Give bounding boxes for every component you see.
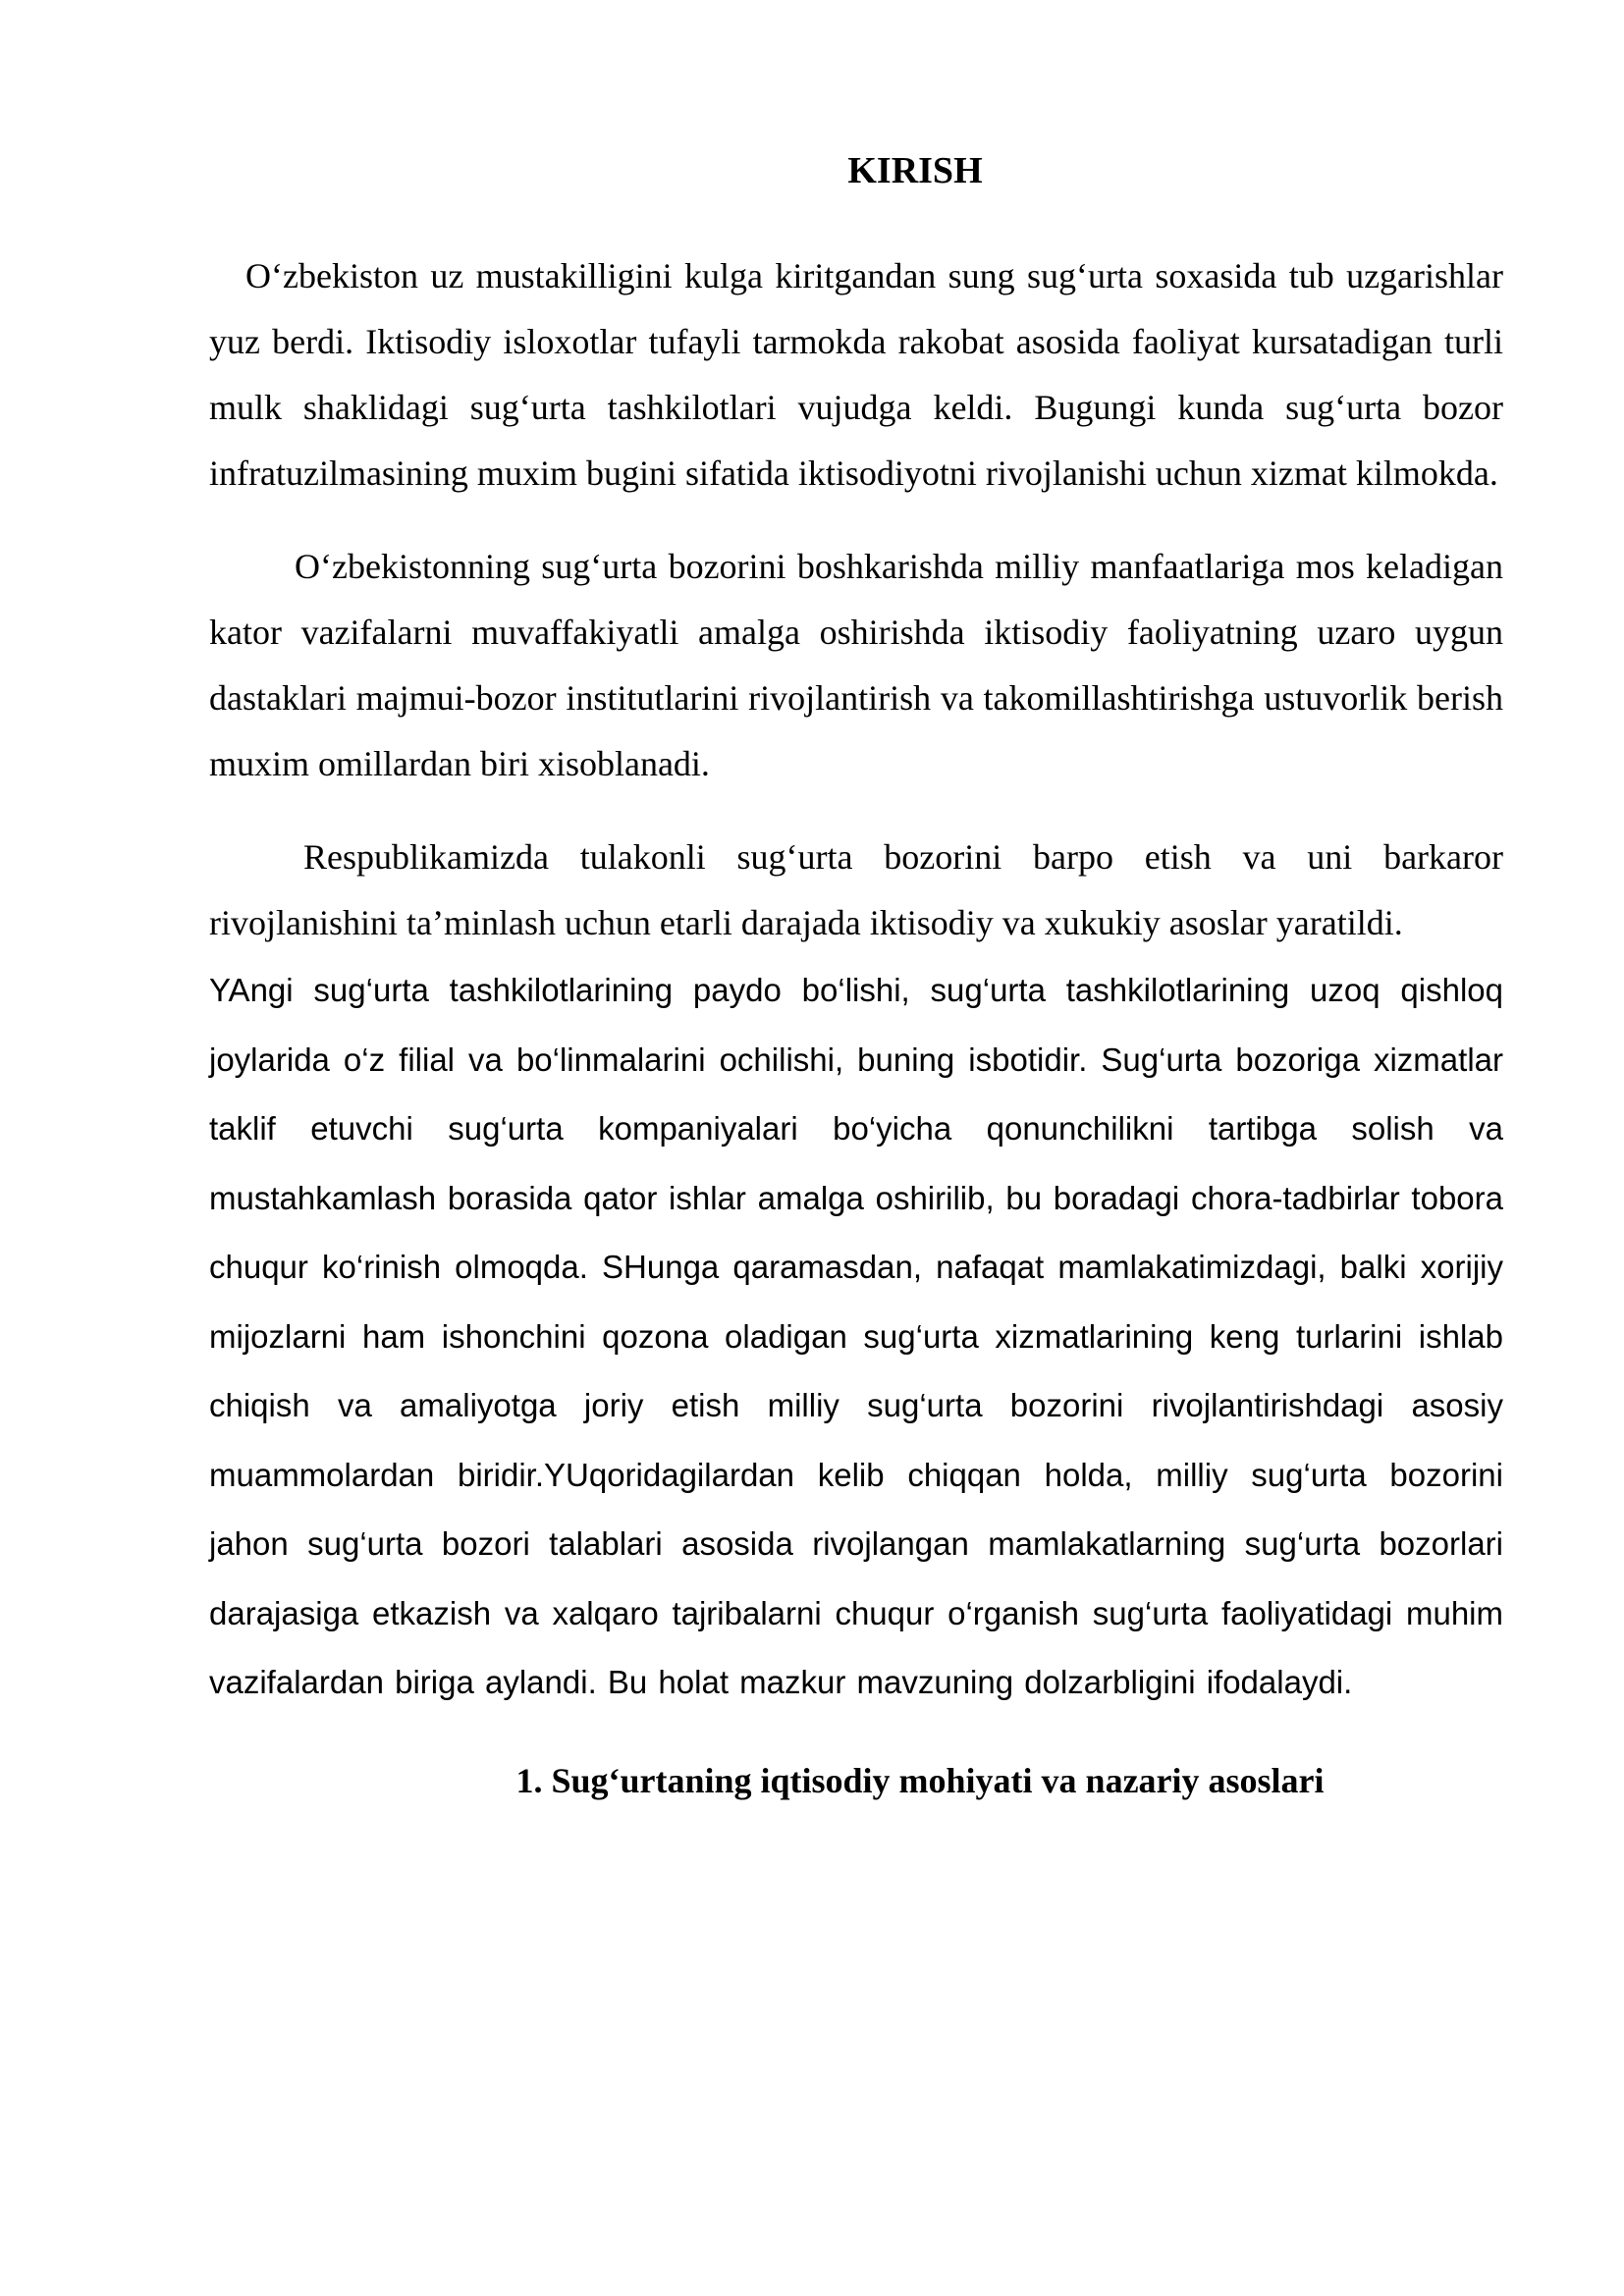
paragraph-3: Respublikamizda tulakonli sug‘urta bozorini barpo etish va uni barkaror rivojlanishini ta’minlash uchun etarli darajada iktisodiy va xukukiy asoslar yaratildi. (209, 837, 1503, 942)
document-body (209, 147, 1503, 1804)
paragraph-2: O‘zbekistonning sug‘urta bozorini boshkarishda milliy manfaatlariga mos keladigan kator vazifalarni muvaffakiyatli amalga oshirishda iktisodiy faoliyatning uzaro uygun dastaklari majmui-bozor institutlarini rivojlantirish va takomillashtirishga ustuvorlik berish muxim omillardan biri xisoblanadi. (209, 547, 1503, 783)
paragraph-4: YAngi sug‘urta tashkilotlarining paydo bo‘lishi, sug‘urta tashkilotlarining uzoq qishloq joylarida o‘z filial va bo‘linmalarini ochilishi, buning isbotidir. Sug‘urta bozoriga xizmatlar taklif etuvchi sug‘urta kompaniyalari bo‘yicha qonunchilikni tartibga solish va mustahkamlash borasida qator ishlar amalga oshirilib, bu boradagi chora-tadbirlar tobora chuqur ko‘rinish olmoqda. SHunga qaramasdan, nafaqat mamlakatimizdagi, balki xorijiy mijozlarni ham ishonchini qozona oladigan sug‘urta xizmatlarining keng turlarini ishlab chiqish va amaliyotga joriy etish milliy sug‘urta bozorini rivojlantirishdagi asosiy muammolardan biridir.YUqoridagilardan kelib chiqqan holda, milliy sug‘urta bozorini jahon sug‘urta bozori talablari asosida rivojlangan mamlakatlarning sug‘urta bozorlari darajasiga etkazish va xalqaro tajribalarni chuqur o‘rganish sug‘urta faoliyatidagi muhim vazifalardan biriga aylandi. Bu holat mazkur mavzuning dolzarbligini ifodalaydi. (209, 972, 1503, 1700)
section-heading: 1. Sug‘urtaning iqtisodiy mohiyati va nazariy asoslari (515, 1760, 1325, 1800)
paragraph-1: O‘zbekiston uz mustakilligini kulga kiritgandan sung sug‘urta soxasida tub uzgarishlar yuz berdi. Iktisodiy isloxotlar tufayli tarmokda rakobat asosida faoliyat kursatadigan turli mulk shaklidagi sug‘urta tashkilotlari vujudga keldi. Bugungi kunda sug‘urta bozor infratuzilmasining muxim bugini sifatida iktisodiyotni rivojlanishi uchun xizmat kilmokda. (209, 256, 1503, 493)
page-title: KIRISH (847, 150, 983, 191)
